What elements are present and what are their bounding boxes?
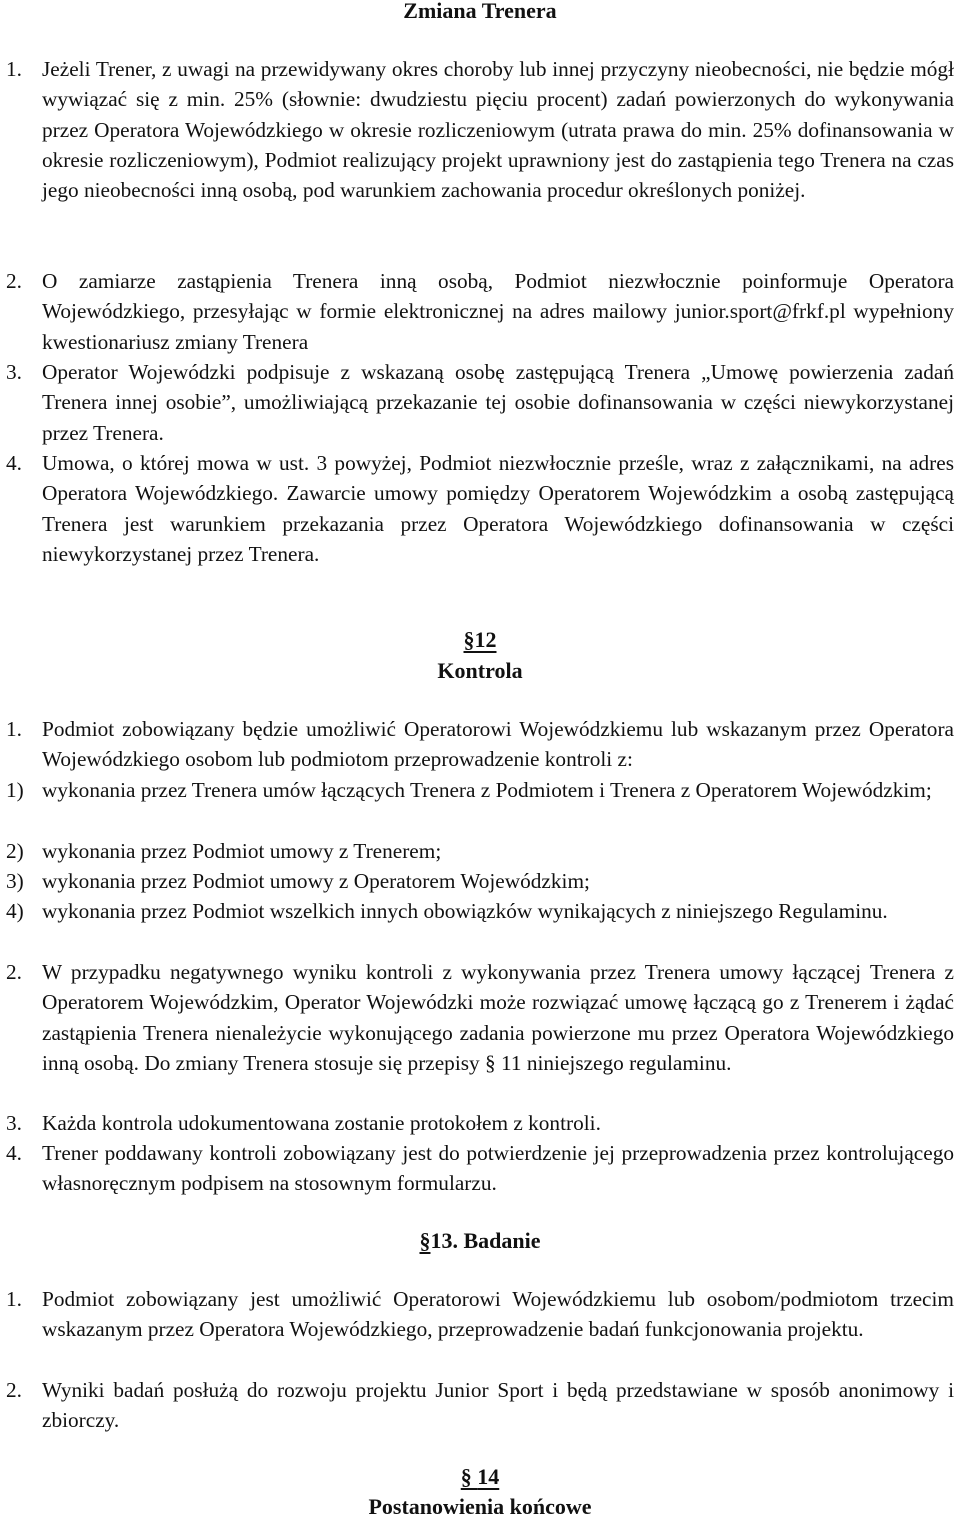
list-item (6, 448, 954, 569)
item-text: wykonania przez Podmiot wszelkich innych obowiązków wynikających z niniejszego Regulaminu. (42, 899, 888, 923)
item-text: Trener poddawany kontroli zobowiązany jest do potwierdzenie jej przeprowadzenia przez kontrolującego własnoręcznym podpisem na stosownym formularzu. (42, 1141, 954, 1196)
item-number: 4. (6, 1141, 22, 1165)
item-number: 1. (6, 1287, 22, 1311)
item-text: Każda kontrola udokumentowana zostanie protokołem z kontroli. (42, 1111, 601, 1135)
item-number: 4. (6, 451, 22, 475)
list-item (6, 1375, 954, 1436)
section-14-title: Postanowienia końcowe (368, 1494, 592, 1519)
item-number: 1. (6, 717, 22, 741)
section-12-number-value: 12 (474, 627, 497, 652)
item-text: Podmiot zobowiązany jest umożliwić Operatorowi Wojewódzkiemu lub osobom/podmiotom trzecim wskazanym przez Operatora Wojewódzkiego, przeprowadzenie badań funkcjonowania projektu. (42, 1287, 954, 1342)
list-item (6, 54, 954, 205)
section-14-number: § 14 (460, 1464, 500, 1489)
item-number: 4) (6, 899, 24, 923)
section-13-heading (0, 1226, 960, 1256)
item-number: 2. (6, 1378, 22, 1402)
item-text: wykonania przez Podmiot umowy z Operatorem Wojewódzkim; (42, 869, 590, 893)
item-text: W przypadku negatywnego wyniku kontroli z wykonywania przez Trenera umowy łączącej Trenera z Operatorem Wojewódzkim, Operator Wojewódzki może rozwiązać umowę łączącą go z Trenerem i żądać zastąpienia Trenera nienależycie wykonującego zadania powierzone mu przez Operatora Wojewódzkiego inną osobą. Do zmiany Trenera stosuje się przepisy § 11 niniejszego regulaminu. (42, 960, 954, 1075)
item-text: Operator Wojewódzki podpisuje z wskazaną osobę zastępującą Trenera „Umowę powierzenia zadań Trenera innej osobie”, umożliwiającą przekazanie tej osobie dofinansowania w części niewykorzystanej przez Trenera. (42, 360, 954, 445)
section-12-title: Kontrola (437, 658, 523, 683)
item-text: Wyniki badań posłużą do rozwoju projektu Junior Sport i będą przedstawiane w sposób anonimowy i zbiorczy. (42, 1378, 954, 1433)
item-number: 1. (6, 57, 22, 81)
item-number: 2. (6, 269, 22, 293)
list-item (6, 957, 954, 1078)
list-item (6, 357, 954, 448)
item-number: 3) (6, 869, 24, 893)
item-number: 3. (6, 1111, 22, 1135)
item-text: Podmiot zobowiązany będzie umożliwić Operatorowi Wojewódzkiemu lub wskazanym przez Operatora Wojewódzkiego osobom lub podmiotom przeprowadzenie kontroli z: (42, 717, 954, 772)
list-item (6, 866, 954, 896)
list-item (6, 836, 954, 866)
item-number: 1) (6, 778, 24, 802)
item-text: O zamiarze zastąpienia Trenera inną osobą, Podmiot niezwłocznie poinformuje Operatora Wojewódzkiego, przesyłając w formie elektronicznej na adres mailowy junior.sport@frkf.pl wypełniony kwestionariusz zmiany Trenera (42, 269, 954, 354)
list-item (6, 775, 954, 805)
item-number: 2) (6, 839, 24, 863)
section-title-zmiana-trenera: Zmiana Trenera (403, 0, 557, 23)
list-item (6, 266, 954, 357)
list-item (6, 1138, 954, 1199)
list-item (6, 1108, 954, 1138)
item-number: 2. (6, 960, 22, 984)
section-sign: § (419, 1228, 431, 1253)
item-number: 3. (6, 360, 22, 384)
item-text: wykonania przez Podmiot umowy z Trenerem; (42, 839, 442, 863)
item-text: wykonania przez Trenera umów łączących Trenera z Podmiotem i Trenera z Operatorem Wojewódzkim; (42, 778, 932, 802)
item-text: Jeżeli Trener, z uwagi na przewidywany okres choroby lub innej przyczyny nieobecności, nie będzie mógł wywiązać się z min. 25% (słownie: dwudziestu pięciu procent) zadań powierzonych do wykonywania przez Operatora Wojewódzkiego w okresie rozliczeniowym (utrata prawa do min. 25% dofinansowania w okresie rozliczeniowym), Podmiot realizujący projekt uprawniony jest do zastąpienia tego Trenera na czas jego nieobecności inną osobą, pod warunkiem zachowania procedur określonych poniżej. (42, 57, 954, 203)
list-item (6, 896, 954, 926)
section-12-number: §12 (463, 627, 497, 652)
item-text: Umowa, o której mowa w ust. 3 powyżej, Podmiot niezwłocznie prześle, wraz z załącznikami, na adres Operatora Wojewódzkiego. Zawarcie umowy pomiędzy Operatorem Wojewódzkim a osobą zastępującą Trenera jest warunkiem przekazania przez Operatora Wojewódzkiego dofinansowania w części niewykorzystanej przez Trenera. (42, 451, 954, 566)
section-13-title: 13. Badanie (430, 1228, 541, 1253)
list-item (6, 714, 954, 775)
list-item (6, 1284, 954, 1345)
section-14-number-value: 14 (477, 1464, 500, 1489)
